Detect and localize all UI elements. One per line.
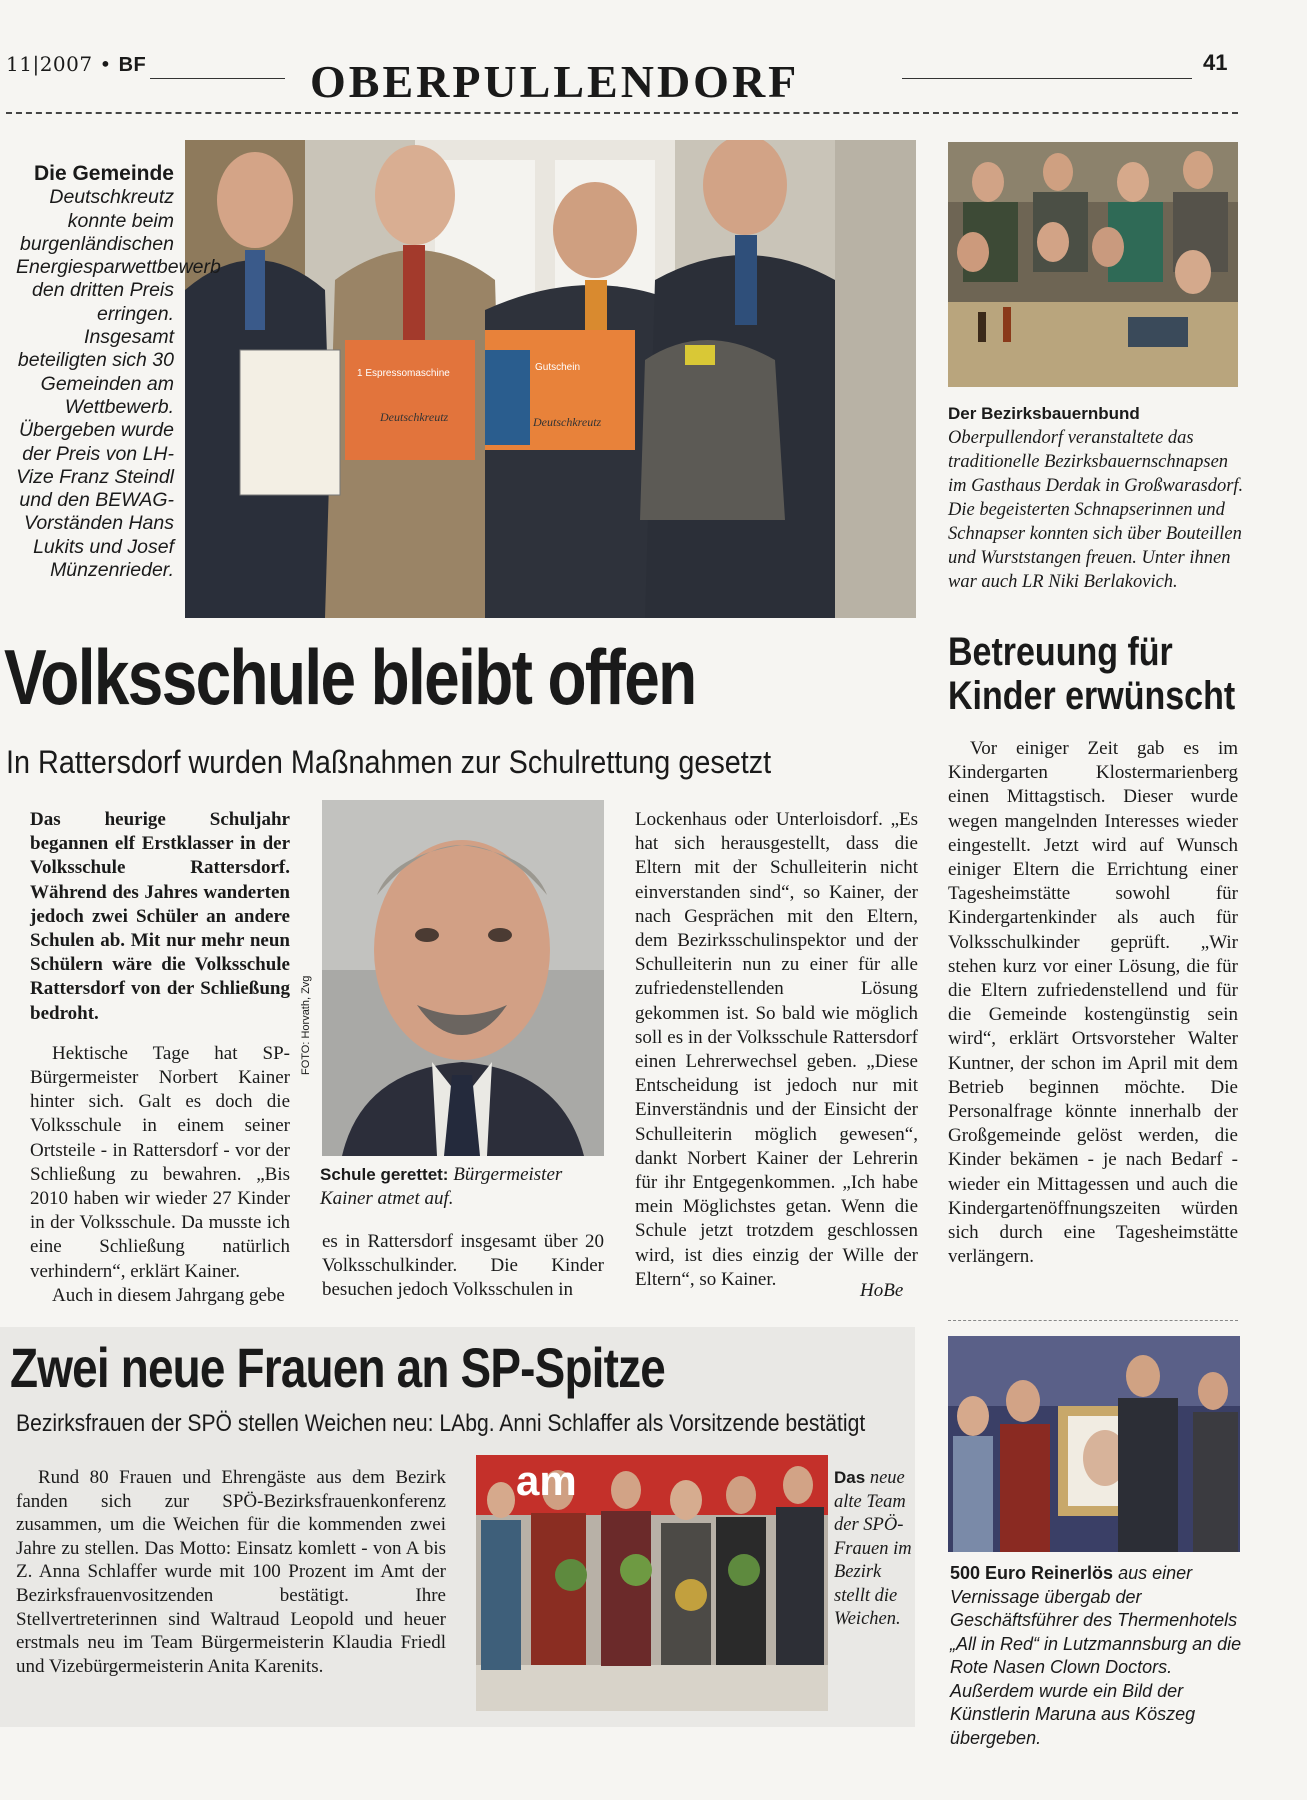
main-body-1b: Auch in diesem Jahrgang gebe — [52, 1284, 285, 1306]
page-number: 41 — [1203, 50, 1228, 75]
header-rule-right — [902, 78, 1192, 79]
mayor-portrait — [322, 800, 604, 1156]
author-signature: HoBe — [860, 1280, 904, 1301]
side-column — [948, 737, 1238, 1269]
main-headline: Volksschule bleibt offen — [4, 633, 696, 721]
banner-text: am — [516, 1457, 577, 1504]
side-dashed-rule — [948, 1320, 1238, 1321]
award-photo — [185, 140, 916, 618]
side-headline: Betreuung für Kinder erwünscht — [948, 630, 1236, 718]
women-caption-lead: Das — [834, 1468, 866, 1487]
farmers-photo — [948, 142, 1238, 387]
women-caption-text: neue alte Team der SPÖ-Frauen im Bezirk stellt die Weichen. — [834, 1468, 912, 1629]
farmers-caption-text: Oberpullendorf veranstaltete das traditionelle Bezirksbauernschnapsen im Gasthaus Derdak in Großwarasdorf. Die begeisterten Schnapserinnen und Schnapser konnten sich über Bouteillen und Wurststangen freuen. Unter ihnen war auch LR Niki Berlakovich. — [948, 428, 1244, 592]
sign-town-2: Deutschkreutz — [533, 415, 602, 429]
portrait-caption-lead: Schule gerettet: — [320, 1165, 449, 1184]
header-dashed-rule — [6, 112, 1238, 114]
main-column-3 — [635, 808, 918, 1292]
section-title: OBERPULLENDORF — [310, 56, 800, 107]
main-column-2 — [322, 1230, 604, 1303]
bottom-body: Rund 80 Frauen und Ehrengäste aus dem Bezirk fanden sich zur SPÖ-Bezirksfrauenkonferenz zusammen, um die Weichen für die kommenden zwei Jahre zu stellen. Das Motto: Einsatz komlett - von A bis Z. Anna Schlaffer wurde mit 100 Prozent im Amt der Bezirksfrauenvositzenden bestätigt. Ihre Stellvertreterinnen sind Waltraud Leopold und heuer erstmals neu im Team Bürgermeisterin Klaudia Friedl und Vizebürgermeisterin Anita Karenits. — [16, 1467, 446, 1677]
farmers-caption — [948, 402, 1248, 594]
women-photo — [476, 1455, 828, 1711]
publication-name: BF — [118, 54, 147, 76]
main-body-1: Hektische Tage hat SP-Bürgermeister Norbert Kainer hinter sich. Galt es doch die Volksschule in einem seiner Ortsteile - in Rattersdorf - vor der Schließung zu bewahren. „Bis 2010 haben wir wieder 27 Kinder in der Volksschule. Da musste ich eine Schließung natürlich verhindern“, erklärt Kainer. — [30, 1042, 290, 1282]
portrait-caption — [320, 1163, 610, 1211]
main-body-3: Lockenhaus oder Unterloisdorf. „Es hat sich herausgestellt, dass die Eltern mit der Schulleiterin nicht einverstanden sind“, so Kainer, der nach Gesprächen mit den Eltern, dem Bezirksschulinspektor und der Schulleiterin nun zu einer für alle zufriedenstellenden Lösung gekommen ist. So bald wie möglich soll es in der Volksschule Rattersdorf einen Lehrerwechsel geben. „Diese Entscheidung ist jedoch nur mit Einverständnis und der Einsicht der Schulleiterin möglich gewesen“, dankt Norbert Kainer der Lehrerin für ihr Entgegenkommen. „Ich habe mein Möglichstes getan. Wenn die Schule jetzt trotzdem geschlossen wird, ist dies einzig der Wille der Eltern“, so Kainer. — [635, 809, 918, 1290]
donation-photo — [948, 1336, 1240, 1552]
issue-date: 11|2007 • BF — [6, 52, 147, 76]
main-lead: Das heurige Schuljahr begannen elf Erstklasser in der Volksschule Rattersdorf. Während des Jahres wanderten jedoch zwei Schüler an andere Schulen ab. Mit nur mehr neun Schülern wäre die Volksschule Rattersdorf von der Schließung bedroht. — [30, 809, 290, 1024]
farmers-caption-lead: Der Bezirksbauernbund — [948, 404, 1140, 423]
award-caption-text: Deutschkreutz konnte beim burgenländischen Energiesparwettbewerb den dritten Preis erringen. Insgesamt beteiligten sich 30 Gemeinden am Wettbewerb. Übergeben wurde der Preis von LH-Vize Franz Steindl und den BEWAG-Vorständen Hans Lukits und Josef Münzenrieder. — [16, 186, 221, 582]
women-caption — [834, 1466, 914, 1632]
donation-caption — [950, 1562, 1250, 1750]
donation-caption-text: aus einer Vernissage übergab der Geschäftsführer des Thermenhotels „All in Red“ in Lutzmannsburg an die Rote Nasen Clown Doctors. Außerdem wurde ein Bild der Künstlerin Maruna aus Köszeg übergeben. — [950, 1563, 1242, 1748]
main-subheadline: In Rattersdorf wurden Maßnahmen zur Schulrettung gesetzt — [6, 744, 772, 780]
sign-voucher: Gutschein — [535, 362, 581, 373]
award-caption-lead: Die Gemeinde — [33, 162, 174, 185]
bottom-subheadline: Bezirksfrauen der SPÖ stellen Weichen neu: LAbg. Anni Schlaffer als Vorsitzende bestätigt — [16, 1410, 866, 1437]
sign-town-1: Deutschkreutz — [380, 410, 449, 424]
portrait-caption-text: Bürgermeister Kainer atmet auf. — [320, 1164, 563, 1209]
donation-caption-lead: 500 Euro Reinerlös — [950, 1563, 1114, 1583]
header-rule-left — [150, 78, 285, 79]
photo-credit: FOTO: Horvath, Zvg — [300, 975, 312, 1075]
main-column-1 — [30, 808, 290, 1308]
side-body: Vor einiger Zeit gab es im Kindergarten Klostermarienberg einen Mittagstisch. Dieser wurde wegen mangelnden Interesses wieder eingestellt. Jetzt wird auf Wunsch einiger Eltern die Errichtung einer Tagesheimstätte sowohl für Kindergartenkinder als auch für Volksschulkinder geprüft. „Wir stehen kurz vor einer Lösung, die für die Eltern zufriedenstellend und für die Gemeinde kostengünstig sein wird“, erklärt Ortsvorsteher Walter Kuntner, der schon im April mit dem Betrieb beginnen möchte. Die Personalfrage könnte innerhalb der Großgemeinde gelöst werden, die Kinder bekämen - je nach Bedarf - wieder ein Mittagessen und auch die Kindergartenöffnungszeiten würden sich durch eine Tagesheimstätte verlängern. — [948, 738, 1238, 1268]
sign-espresso: 1 Espressomaschine — [357, 368, 450, 379]
main-body-2: es in Rattersdorf insgesamt über 20 Volksschulkinder. Die Kinder besuchen jedoch Volksschulen in — [322, 1231, 604, 1301]
award-caption — [16, 162, 221, 582]
bottom-headline: Zwei neue Frauen an SP-Spitze — [10, 1336, 665, 1399]
